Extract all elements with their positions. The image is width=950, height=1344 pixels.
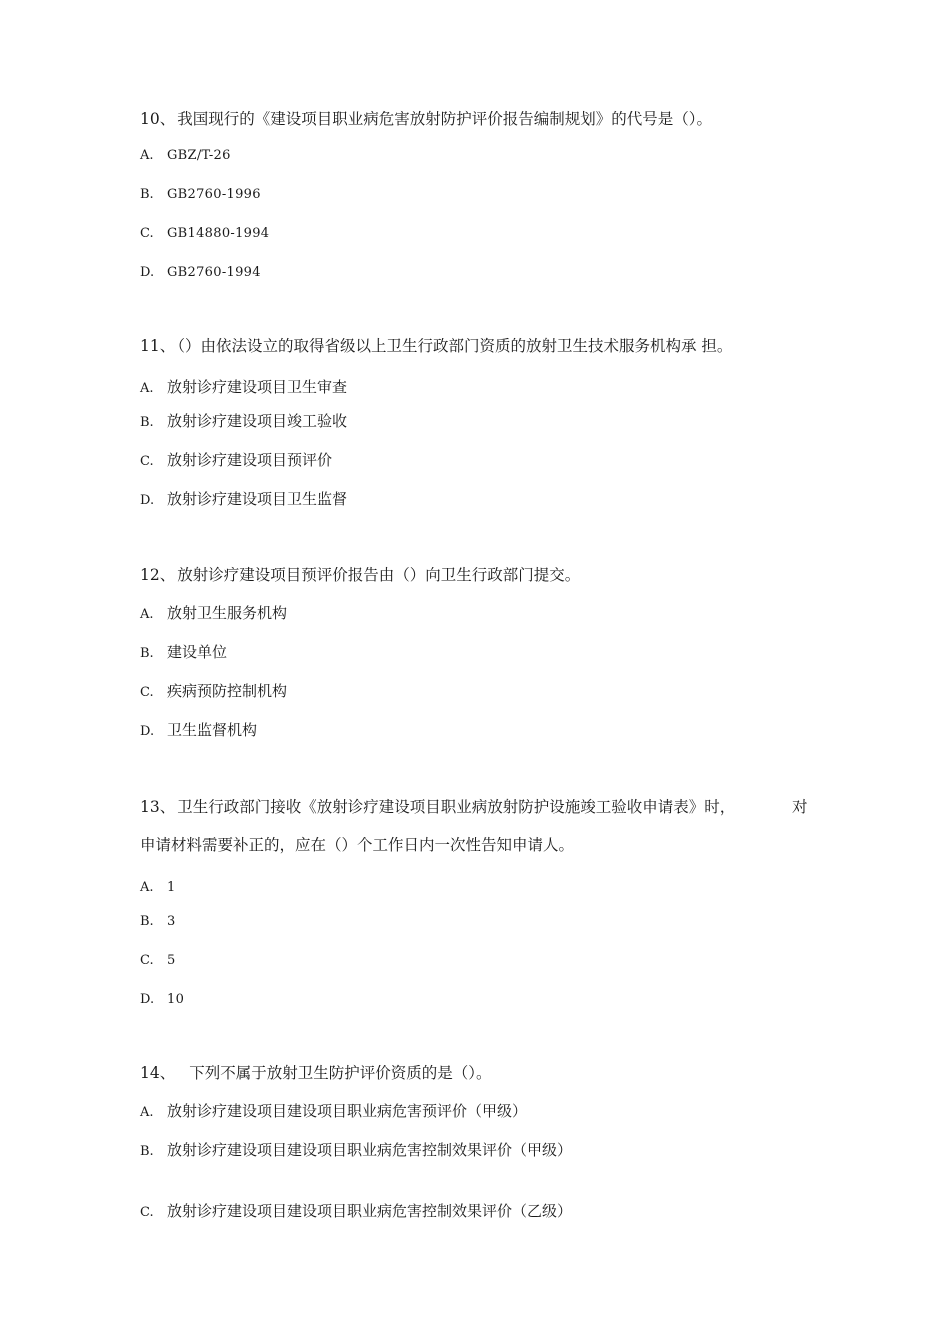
- question-12: [140, 565, 580, 585]
- option-letter: B.: [140, 914, 154, 929]
- question-14: [140, 1063, 492, 1083]
- option-text: 放射卫生服务机构: [167, 604, 288, 622]
- option-d: [140, 489, 347, 511]
- option-d: [140, 261, 261, 283]
- option-c: [140, 681, 287, 703]
- option-text: 疾病预防控制机构: [167, 682, 288, 700]
- option-c: [140, 1201, 572, 1223]
- option-letter: B.: [140, 415, 154, 430]
- option-a: [140, 144, 231, 166]
- option-letter: C.: [140, 953, 154, 968]
- option-b: [140, 411, 347, 433]
- option-b: [140, 642, 227, 664]
- option-b: [140, 910, 176, 932]
- question-number: 12、: [140, 566, 176, 584]
- question-text: （）由依法设立的取得省级以上卫生行政部门资质的放射卫生技术服务机构承 担。: [177, 337, 733, 355]
- option-d: [140, 988, 184, 1010]
- option-a: [140, 377, 347, 399]
- option-d: [140, 720, 257, 742]
- question-number: 13、: [140, 798, 176, 816]
- option-letter: B.: [140, 187, 154, 202]
- option-text: 3: [167, 914, 176, 929]
- question-13: [140, 797, 735, 817]
- option-a: [140, 603, 287, 625]
- option-text: GB2760-1994: [167, 265, 261, 280]
- question-11: [140, 336, 732, 356]
- option-c: [140, 222, 269, 244]
- question-text-line2: 申请材料需要补正的，应在（）个工作日内一次性告知申请人。: [140, 836, 575, 854]
- option-text: 放射诊疗建设项目建设项目职业病危害控制效果评价（甲级）: [167, 1141, 573, 1159]
- option-letter: A.: [140, 1105, 154, 1120]
- question-number: 10、: [140, 110, 176, 128]
- option-letter: D.: [140, 724, 155, 739]
- option-letter: D.: [140, 493, 155, 508]
- option-text: 放射诊疗建设项目竣工验收: [167, 412, 348, 430]
- option-text: 放射诊疗建设项目卫生审查: [167, 378, 348, 396]
- option-letter: C.: [140, 1205, 154, 1220]
- option-text: GB14880-1994: [167, 226, 270, 241]
- option-text: 5: [167, 953, 176, 968]
- option-text: 1: [167, 880, 176, 895]
- option-letter: D.: [140, 265, 155, 280]
- option-text: 放射诊疗建设项目建设项目职业病危害预评价（甲级）: [167, 1102, 528, 1120]
- option-letter: C.: [140, 454, 154, 469]
- option-letter: C.: [140, 226, 154, 241]
- option-text: 放射诊疗建设项目卫生监督: [167, 490, 348, 508]
- option-text: 卫生监督机构: [167, 721, 258, 739]
- question-text: 我国现行的《建设项目职业病危害放射防护评价报告编制规划》的代号是（）。: [177, 110, 712, 128]
- option-text: 10: [167, 992, 185, 1007]
- option-text: 建设单位: [167, 643, 228, 661]
- option-a: [140, 1101, 527, 1123]
- question-13-tail: [792, 797, 808, 817]
- option-letter: A.: [140, 880, 154, 895]
- option-text: GB2760-1996: [167, 187, 261, 202]
- question-number: 14、: [140, 1064, 176, 1082]
- option-text: GBZ/T-26: [167, 148, 231, 163]
- option-letter: A.: [140, 381, 154, 396]
- question-text-line1: 卫生行政部门接收《放射诊疗建设项目职业病放射防护设施竣工验收申请表》时，: [177, 798, 736, 816]
- question-text: 放射诊疗建设项目预评价报告由（）向卫生行政部门提交。: [177, 566, 581, 584]
- question-text: 下列不属于放射卫生防护评价资质的是（）。: [189, 1064, 492, 1082]
- option-c: [140, 450, 332, 472]
- question-text-tail: 对: [792, 798, 808, 816]
- question-number: 11、: [140, 337, 176, 355]
- option-text: 放射诊疗建设项目建设项目职业病危害控制效果评价（乙级）: [167, 1202, 573, 1220]
- option-letter: B.: [140, 1144, 154, 1159]
- option-letter: A.: [140, 607, 154, 622]
- option-b: [140, 183, 261, 205]
- option-c: [140, 949, 176, 971]
- option-b: [140, 1140, 572, 1162]
- option-text: 放射诊疗建设项目预评价: [167, 451, 333, 469]
- question-13-line2: [140, 835, 574, 855]
- option-letter: A.: [140, 148, 154, 163]
- option-a: [140, 876, 176, 898]
- option-letter: D.: [140, 992, 155, 1007]
- question-10: [140, 109, 712, 129]
- option-letter: C.: [140, 685, 154, 700]
- option-letter: B.: [140, 646, 154, 661]
